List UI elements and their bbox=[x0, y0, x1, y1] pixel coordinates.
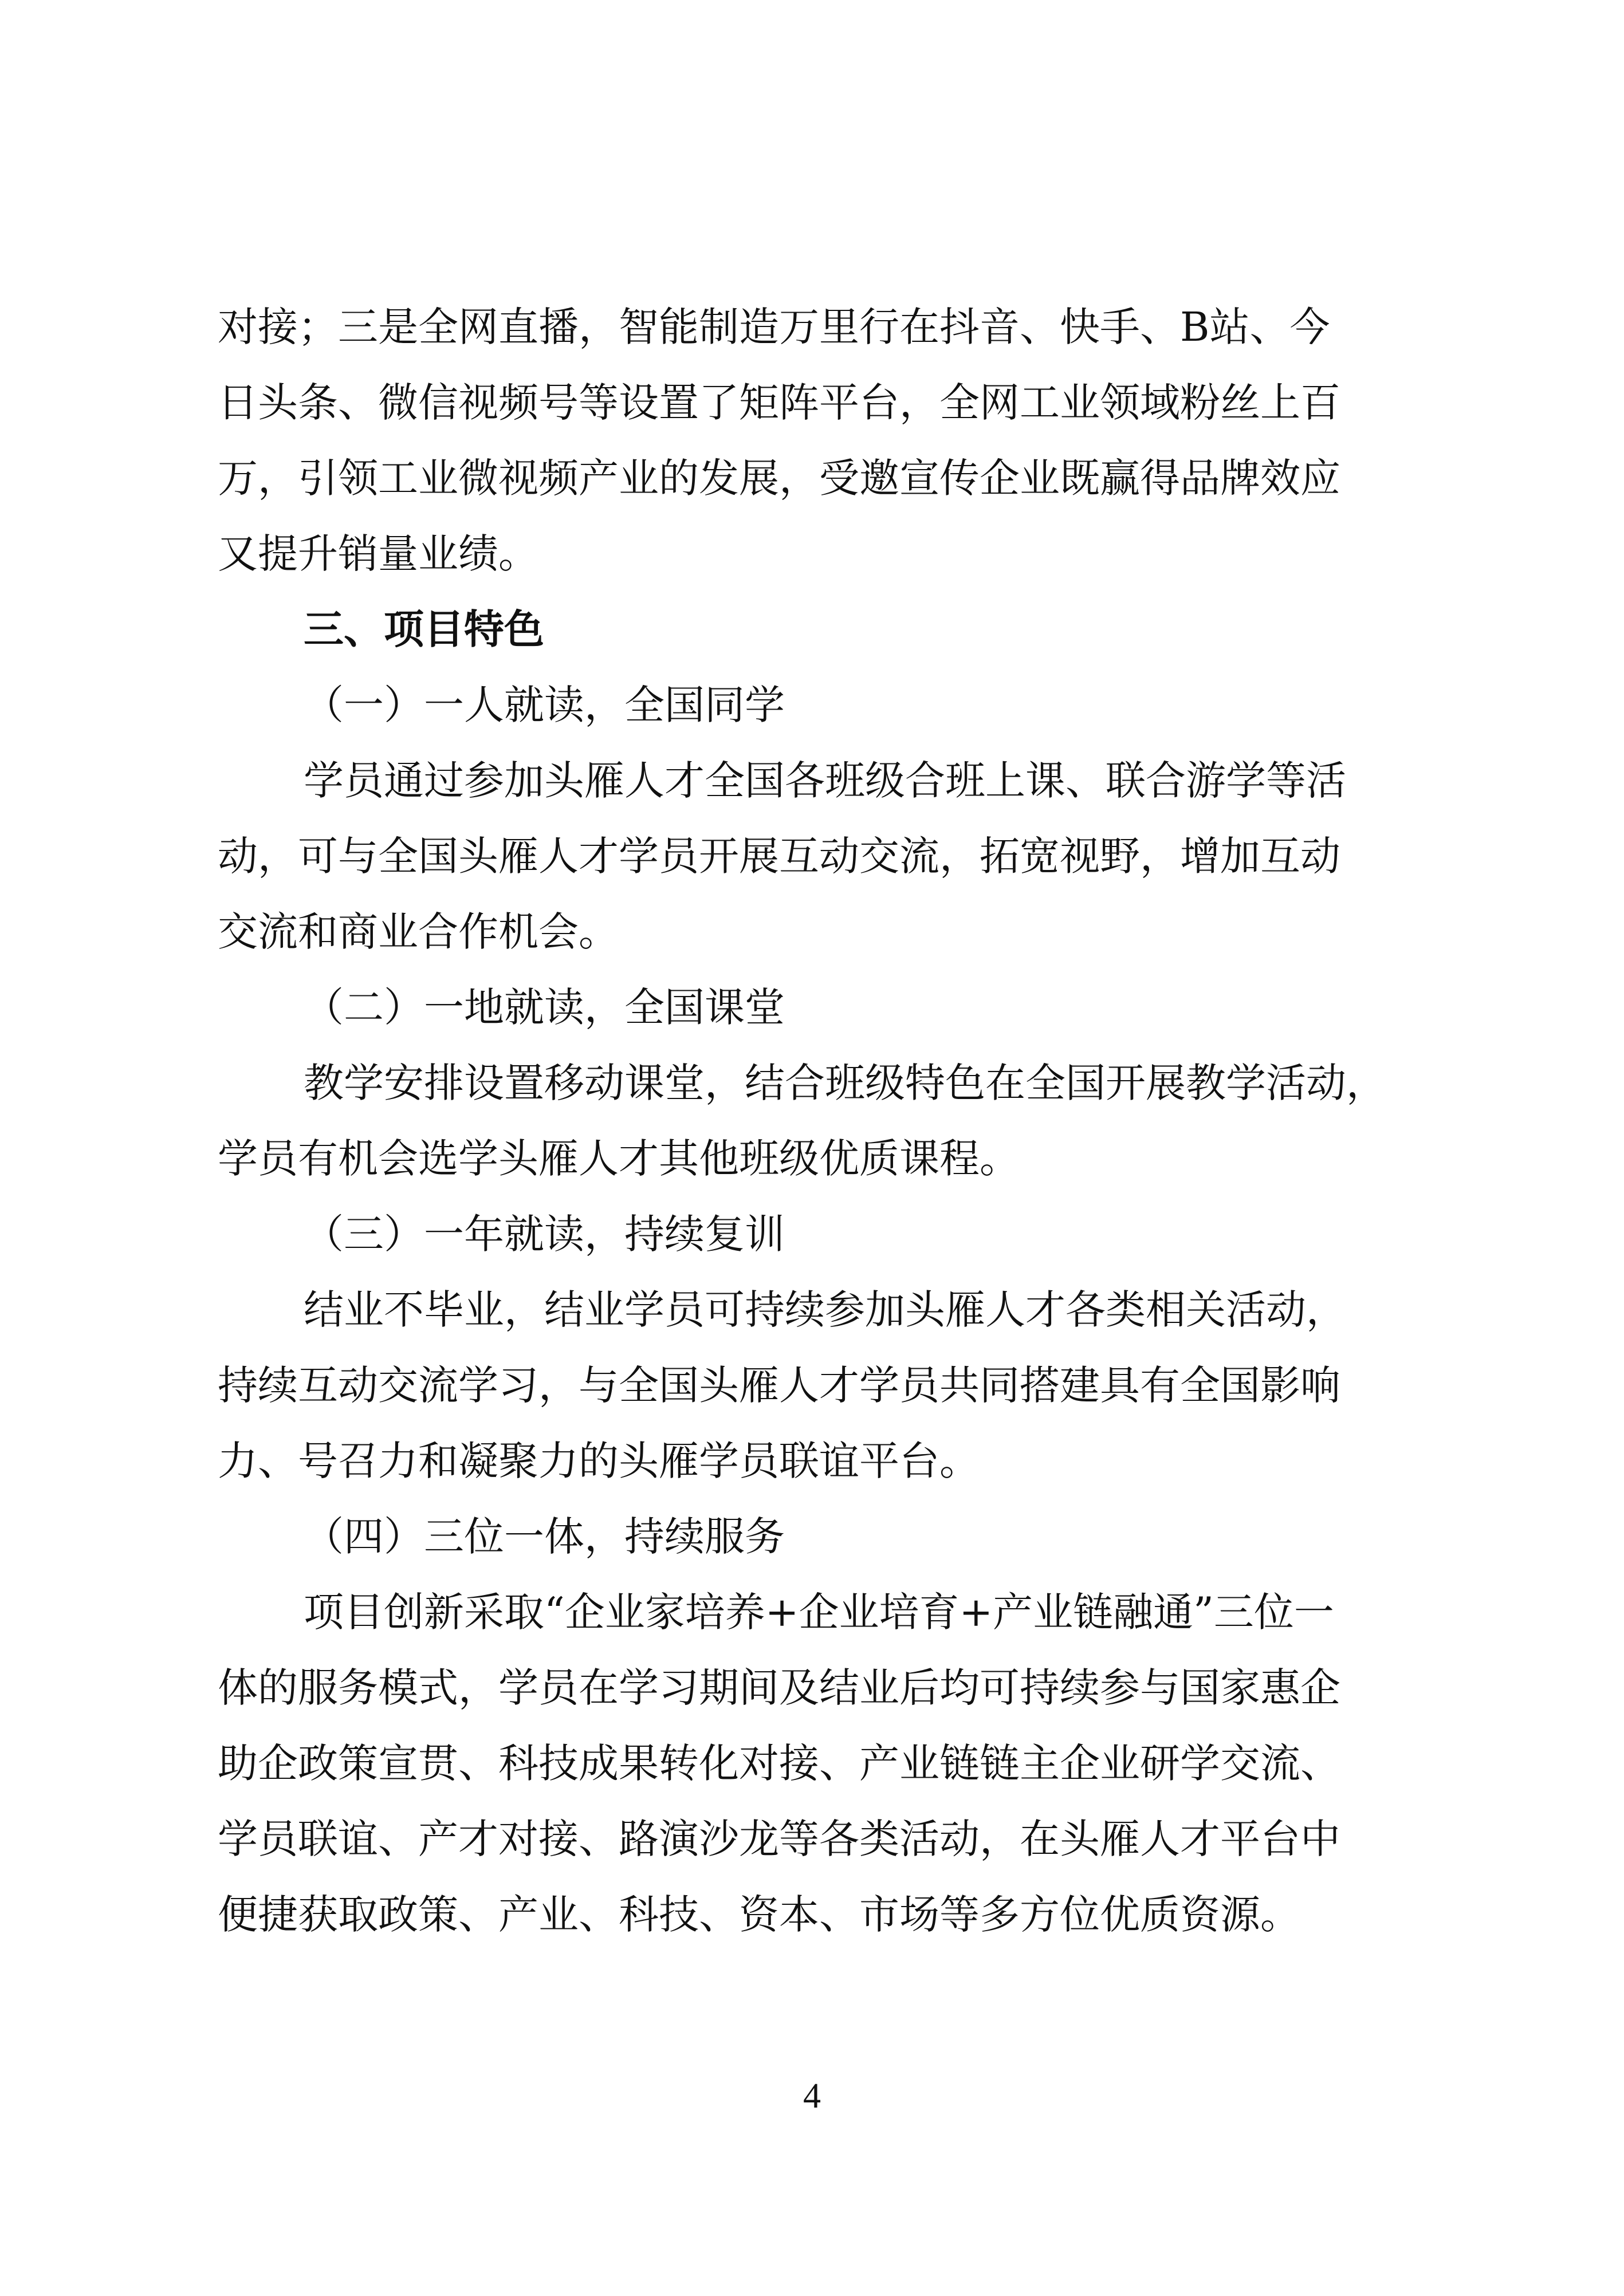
paragraph-line: 力、号召力和凝聚力的头雁学员联谊平台。 bbox=[218, 1438, 980, 1484]
paragraph-line: 学员联谊、产才对接、路演沙龙等各类活动，在头雁人才平台中 bbox=[218, 1815, 1340, 1862]
paragraph-line: 学员通过参加头雁人才全国各班级合班上课、联合游学等活 bbox=[304, 757, 1346, 804]
subsection-heading: （二）一地就读，全国课堂 bbox=[304, 984, 785, 1031]
subsection-heading: （三）一年就读，持续复训 bbox=[304, 1211, 785, 1258]
section-heading: 三、项目特色 bbox=[304, 605, 544, 653]
paragraph-line: 体的服务模式，学员在学习期间及结业后均可持续参与国家惠企 bbox=[218, 1664, 1340, 1711]
paragraph-line: 动，可与全国头雁人才学员开展互动交流，拓宽视野，增加互动 bbox=[218, 833, 1340, 880]
paragraph-line: 对接；三是全网直播，智能制造万里行在抖音、快手、B站、今 bbox=[218, 304, 1330, 350]
paragraph-line: 便捷获取政策、产业、科技、资本、市场等多方位优质资源。 bbox=[218, 1891, 1300, 1938]
paragraph-line: 项目创新采取“企业家培养+企业培育+产业链融通”三位一 bbox=[304, 1589, 1334, 1636]
page-number: 4 bbox=[803, 2077, 821, 2116]
paragraph-line: 助企政策宣贯、科技成果转化对接、产业链链主企业研学交流、 bbox=[218, 1740, 1340, 1787]
document-body bbox=[218, 289, 1409, 1952]
paragraph-line: 教学安排设置移动课堂，结合班级特色在全国开展教学活动， bbox=[304, 1060, 1386, 1106]
paragraph-line: 持续互动交流学习，与全国头雁人才学员共同搭建具有全国影响 bbox=[218, 1362, 1340, 1409]
subsection-heading: （四）三位一体，持续服务 bbox=[304, 1513, 785, 1560]
subsection-heading: （一）一人就读，全国同学 bbox=[304, 682, 785, 728]
paragraph-line: 日头条、微信视频号等设置了矩阵平台，全网工业领域粉丝上百 bbox=[218, 379, 1340, 426]
paragraph-line: 交流和商业合作机会。 bbox=[218, 908, 619, 955]
paragraph-line: 万，引领工业微视频产业的发展，受邀宣传企业既赢得品牌效应 bbox=[218, 455, 1340, 502]
paragraph-line: 又提升销量业绩。 bbox=[218, 530, 538, 577]
paragraph-line: 学员有机会选学头雁人才其他班级优质课程。 bbox=[218, 1135, 1020, 1182]
paragraph-line: 结业不毕业，结业学员可持续参加头雁人才各类相关活动， bbox=[304, 1286, 1346, 1333]
